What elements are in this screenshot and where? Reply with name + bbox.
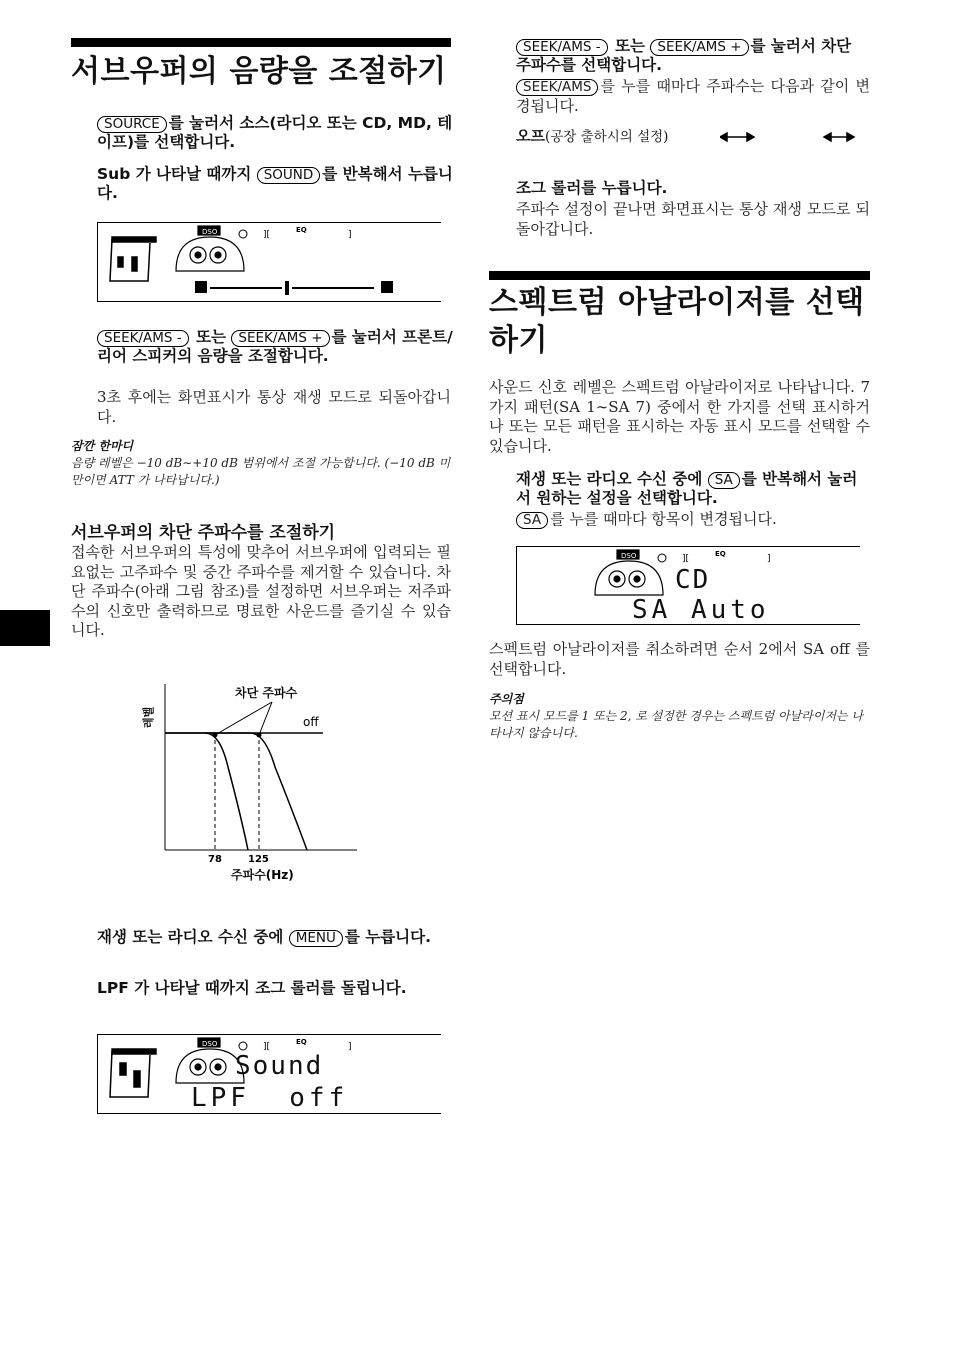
lcd-graphics <box>98 223 441 301</box>
step-7-desc: 주파수 설정이 끝나면 화면표시는 통상 재생 모드로 되돌아갑니다. <box>516 200 870 238</box>
cutoff-frequency-diagram <box>135 682 375 882</box>
svg-text:]: ] <box>348 230 352 240</box>
option-off-note: (공장 출하시의 설정) <box>544 129 669 145</box>
step-1-text: 를 눌러서 소스(라디오 또는 CD, MD, 테이프)를 선택합니다. <box>97 114 453 151</box>
menu-key: MENU <box>289 930 343 947</box>
label-cutoff: 차단 주파수 <box>235 686 298 700</box>
disc-icon <box>110 237 156 281</box>
seek-minus-key: SEEK/AMS - <box>516 39 608 56</box>
step-6-desc <box>516 77 870 116</box>
double-arrow-icon <box>824 133 854 141</box>
step-3-desc: 3초 후에는 화면표시가 통상 재생 모드로 되돌아갑니다. <box>97 388 451 426</box>
step-6-text: 를 눌러서 차단 주파수를 선택합니다. <box>516 37 852 74</box>
step-4-pre: 재생 또는 라디오 수신 중에 <box>97 928 289 946</box>
subsection-text: 접속한 서브우퍼의 특성에 맞추어 서브우퍼에 입력되는 필요없는 고주파수 및 중간 주파수를 제거할 수 있습니다. 차단 주파수(아래 그림 참조)를 설정하면 서브우퍼는 저주파수의 신호만 출력하므로 명료한 사운드를 즐기실 수 있습니다. <box>71 543 451 639</box>
source-key: SOURCE <box>97 116 167 133</box>
label-off: off <box>303 715 319 729</box>
lcd-display-sound-lpf <box>97 1034 441 1114</box>
step-2-pre: Sub 가 나타날 때까지 <box>97 165 257 183</box>
sound-key: SOUND <box>257 167 321 184</box>
option-arrows <box>720 130 870 144</box>
lcd-line1: CD <box>675 565 711 595</box>
dso-speaker-icon <box>595 550 663 595</box>
step-3-text: 를 눌러서 프론트/리어 스피커의 음량을 조절합니다. <box>97 328 453 365</box>
curve-78 <box>165 733 248 850</box>
note-text: 모션 표시 모드를 1 또는 2, 로 설정한 경우는 스펙트럼 아날라이저는 나타나지 않습니다. <box>489 709 864 740</box>
svg-text:]: ] <box>348 1042 352 1052</box>
cutoff-options <box>516 125 668 146</box>
sa-key: SA <box>708 472 740 489</box>
step-4-menu <box>97 928 453 947</box>
side-tab <box>0 610 50 646</box>
spectrum-intro: 사운드 신호 레벨은 스펙트럼 아날라이저로 나타납니다. 7가지 패턴(SA 1∼SA 7) 중에서 한 가지를 선택 표시하거나 또는 모든 패턴을 표시하는 자동 표시 모드를 선택할 수 있습니다. <box>489 378 870 455</box>
note-title: 주의점 <box>489 692 524 706</box>
repeat-icon <box>239 230 247 238</box>
spectrum-cancel-text: 스펙트럼 아날라이저를 취소하려면 순서 2에서 SA off 를 선택합니다. <box>489 640 870 678</box>
section-title-spectrum: 스펙트럼 아날라이저를 선택하기 <box>489 285 865 358</box>
svg-text:][: ][ <box>682 554 690 564</box>
svg-text:][: ][ <box>263 230 271 240</box>
step-5-lpf: LPF 가 나타날 때까지 조그 롤러를 돌립니다. <box>97 979 407 997</box>
step-4-text: 를 누릅니다. <box>344 928 432 946</box>
lcd-line2: LPF off <box>191 1083 349 1113</box>
step-2-sound <box>97 165 453 203</box>
step-3-seek <box>97 328 453 366</box>
svg-text:DSO: DSO <box>202 1040 218 1048</box>
section-rule-top <box>71 38 451 47</box>
seek-minus-key: SEEK/AMS - <box>97 330 189 347</box>
disc-icon <box>110 1049 156 1097</box>
step-7-title: 조그 롤러를 누릅니다. <box>516 179 668 197</box>
step-sa-desc-text: 를 누를 때마다 항목이 변경됩니다. <box>550 510 777 528</box>
repeat-icon <box>658 554 666 562</box>
svg-text:EQ: EQ <box>715 550 726 558</box>
double-arrow-icon <box>720 133 754 141</box>
step-6-desc-text: 를 누를 때마다 주파수는 다음과 같이 변경됩니다. <box>516 77 870 115</box>
repeat-icon <box>239 1042 247 1050</box>
tick-78: 78 <box>208 854 222 865</box>
label-level: 레벨 <box>142 706 155 728</box>
lcd-display-sub <box>97 222 441 302</box>
step-sa-text: 를 반복해서 눌러서 원하는 설정을 선택합니다. <box>516 470 858 507</box>
lcd-display-cd-sa <box>516 546 860 625</box>
step-1-source <box>97 114 453 152</box>
svg-text:DSO: DSO <box>202 228 218 236</box>
svg-text:DSO: DSO <box>621 552 637 560</box>
section-title-subwoofer-volume: 서브우퍼의 음량을 조절하기 <box>71 54 447 89</box>
svg-text:][: ][ <box>263 1042 271 1052</box>
curve-125 <box>205 733 307 850</box>
lcd-line2: SA Auto <box>632 595 770 625</box>
step-sa <box>516 470 870 508</box>
step-6-seek <box>516 37 870 75</box>
lcd-line1: Sound <box>235 1051 324 1081</box>
balance-meter <box>195 281 393 295</box>
seek-plus-key: SEEK/AMS + <box>231 330 329 347</box>
seek-plus-key: SEEK/AMS + <box>650 39 748 56</box>
seek-key: SEEK/AMS <box>516 79 598 96</box>
option-off: 오프 <box>516 127 545 145</box>
svg-text:EQ: EQ <box>296 1038 307 1046</box>
tip-title: 잠깐 한마디 <box>71 439 134 453</box>
step-2-text: 를 반복해서 누릅니다. <box>97 165 453 202</box>
step-sa-desc <box>516 510 870 530</box>
step-6-mid: 또는 <box>615 37 646 55</box>
sa-key: SA <box>516 512 548 529</box>
svg-text:EQ: EQ <box>296 226 307 234</box>
step-3-mid: 또는 <box>196 328 227 346</box>
tick-125: 125 <box>248 854 269 865</box>
section-rule-top <box>489 271 870 280</box>
step-sa-pre: 재생 또는 라디오 수신 중에 <box>516 470 708 488</box>
dso-speaker-icon <box>176 226 244 271</box>
tip-text: 음량 레벨은 −10 dB∼+10 dB 범위에서 조절 가능합니다. (−10 dB 미만이면 ATT 가 나타납니다.) <box>71 456 451 487</box>
dso-speaker-icon <box>176 1038 244 1083</box>
subsection-title-cutoff: 서브우퍼의 차단 주파수를 조절하기 <box>71 523 336 543</box>
svg-text:]: ] <box>767 554 771 564</box>
label-freq: 주파수(Hz) <box>231 868 294 882</box>
